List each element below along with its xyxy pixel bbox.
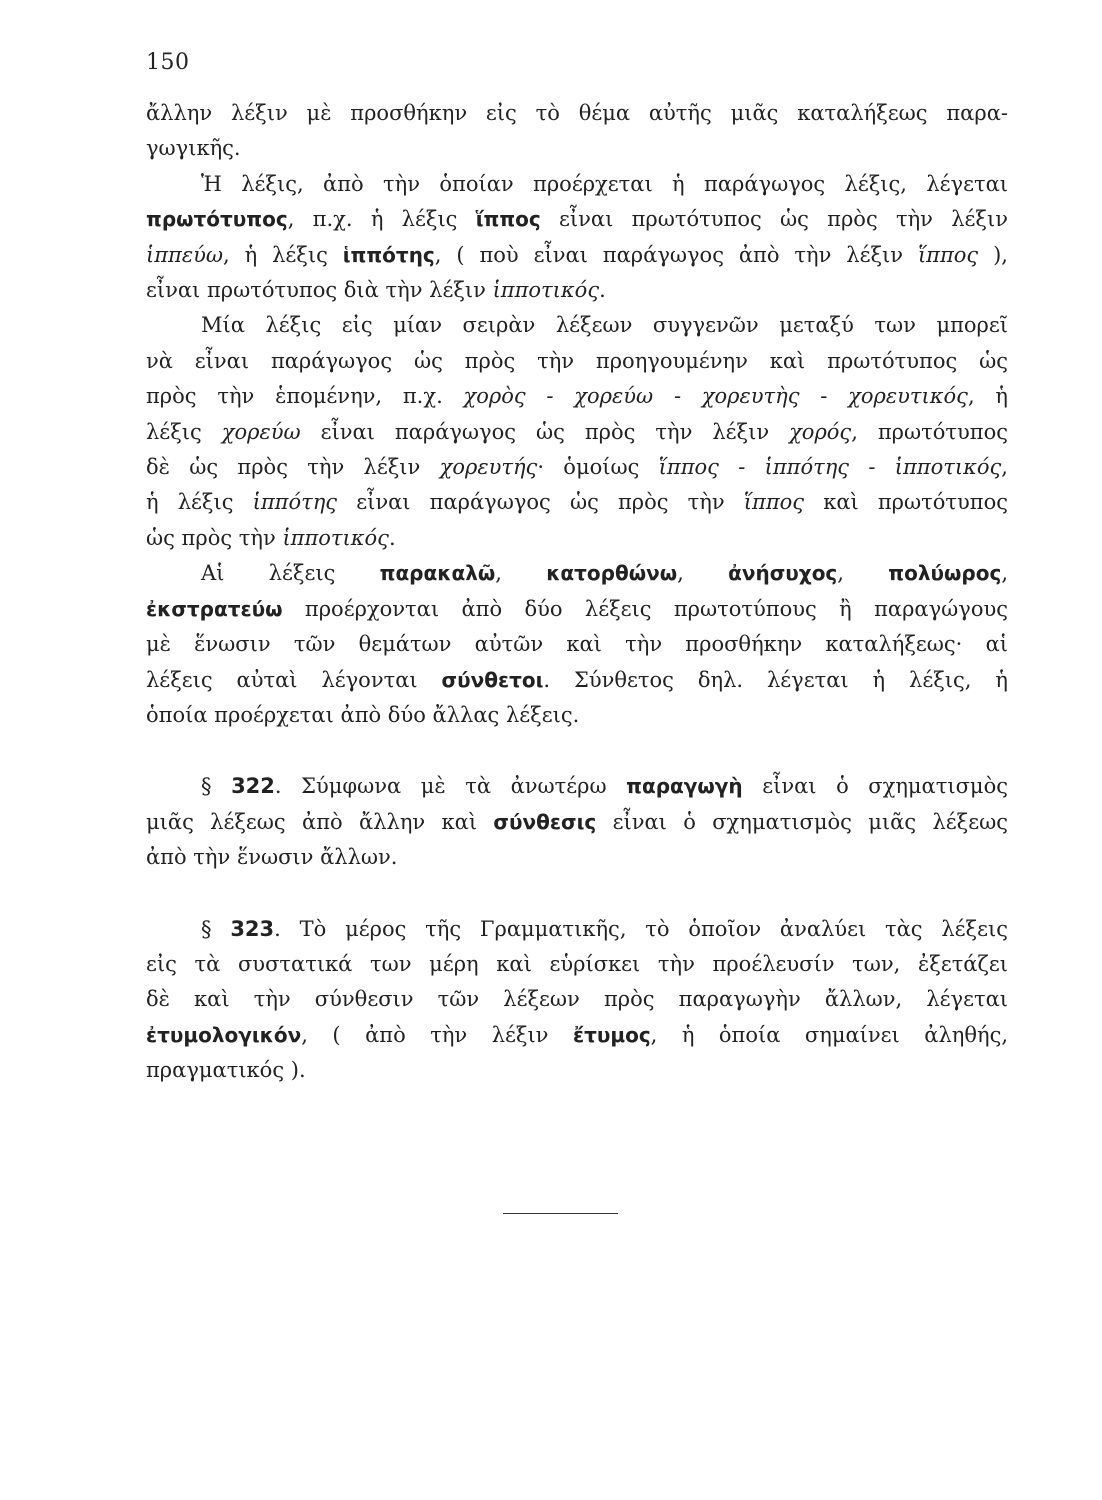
text-line: λέξεις αὐταὶ λέγονται σύνθετοι. Σύνθετος δηλ. λέγεται ἡ λέξις, ἡ <box>146 667 1008 692</box>
term-bold: παραγωγὴ <box>626 774 743 799</box>
text-line: ἐκστρατεύω προέρχονται ἀπὸ δύο λέξεις πρωτοτύπους ἢ παραγώγους <box>146 596 1008 621</box>
term-bold: ἐκστρατεύω <box>146 596 283 621</box>
term-bold: ἵππος <box>475 207 541 232</box>
section-number: 323 <box>230 916 275 941</box>
text-line: γωγικῆς. <box>146 136 241 161</box>
text-line: ἐτυμολογικόν, ( ἀπὸ τὴν λέξιν ἔτυμος, ἡ ὁποία σημαίνει ἀληθής, <box>146 1022 1008 1047</box>
text-line: πρὸς τὴν ἑπομένην, π.χ. χορὸς - χορεύω - χορευτὴς - χορευτικός, ἡ <box>146 384 1008 409</box>
term-bold: παρακαλῶ <box>379 561 496 586</box>
text-line: ὁποία προέρχεται ἀπὸ δύο ἄλλας λέξεις. <box>146 702 580 727</box>
end-rule-divider <box>503 1213 618 1214</box>
page-number: 150 <box>146 50 190 75</box>
text-line: ἀπὸ τὴν ἕνωσιν ἄλλων. <box>146 845 398 870</box>
section-322-heading-line: § 322. Σύμφωνα μὲ τὰ ἀνωτέρω παραγωγὴ εἶναι ὁ σχηματισμὸς <box>201 774 1008 799</box>
section-number: 322 <box>231 774 275 799</box>
term-italic: ἱππότης <box>252 490 338 515</box>
term-bold: σύνθεσις <box>493 809 597 834</box>
text-line: ἄλλην λέξιν μὲ προσθήκην εἰς τὸ θέμα αὐτῆς μιᾶς καταλήξεως παρα- <box>146 101 1008 125</box>
text-line: ὡς πρὸς τὴν ἱππoτικός. <box>146 525 396 550</box>
term-bold: σύνθετοι <box>441 667 544 692</box>
section-323-heading-line: § 323. Τὸ μέρος τῆς Γραμματικῆς, τὸ ὁποῖον ἀναλύει τὰς λέξεις <box>201 916 1008 941</box>
text-line: μὲ ἕνωσιν τῶν θεμάτων αὐτῶν καὶ τὴν προσθήκην καταλήξεως· αἱ <box>146 632 1008 657</box>
term-bold: ἐτυμολογικόν <box>146 1022 302 1047</box>
term-italic: ἱππoτικός <box>492 278 600 303</box>
paragraph-gap <box>146 733 1008 769</box>
term-italic: ἵππος <box>917 242 979 267</box>
term-italic: χορὸς - χορεύω - χορευτὴς - χορευτικός <box>463 384 968 409</box>
paragraph-gap <box>146 876 1008 912</box>
body-text <box>146 96 1008 1089</box>
text-line: ἱππεύω, ἡ λέξις ἱππότης, ( ποὺ εἶναι παράγωγος ἀπὸ τὴν λέξιν ἵππος ), <box>146 242 1008 267</box>
term-bold: ἱππότης <box>342 242 435 267</box>
text-line: πρωτότυπος, π.χ. ἡ λέξις ἵππος εἶναι πρωτότυπος ὡς πρὸς τὴν λέξιν <box>146 207 1008 232</box>
text-line: εἶναι πρωτότυπος διὰ τὴν λέξιν ἱππoτικός. <box>146 278 606 303</box>
term-italic: χορός <box>789 419 852 444</box>
text-line: ἡ λέξις ἱππότης εἶναι παράγωγος ὡς πρὸς τὴν ἵππος καὶ πρωτότυπος <box>146 490 1008 515</box>
term-bold: πρωτότυπος <box>146 207 288 232</box>
text-line: δὲ καὶ τὴν σύνθεσιν τῶν λέξεων πρὸς παραγωγὴν ἄλλων, λέγεται <box>146 987 1008 1012</box>
term-bold: κατορθώνω <box>546 561 678 586</box>
text-line: νὰ εἶναι παράγωγος ὡς πρὸς τὴν προηγουμένην καὶ πρωτότυπος ὡς <box>146 348 1008 373</box>
term-italic: ἵππος - ἱππότης - ἱππoτικός <box>658 455 1002 480</box>
text-line: λέξις χορεύω εἶναι παράγωγος ὡς πρὸς τὴν λέξιν χορός, πρωτότυπος <box>146 419 1008 444</box>
text-line: δὲ ὡς πρὸς τὴν λέξιν χορευτής· ὁμοίως ἵππος - ἱππότης - ἱππoτικός, <box>146 455 1008 480</box>
text-line: Ἡ λέξις, ἀπὸ τὴν ὁποίαν προέρχεται ἡ παράγωγος λέξις, λέγεται <box>201 171 1008 196</box>
text-line: Μία λέξις εἰς μίαν σειρὰν λέξεων συγγενῶν μεταξύ των μπορεῖ <box>201 313 1008 338</box>
text-line: μιᾶς λέξεως ἀπὸ ἄλλην καὶ σύνθεσις εἶναι ὁ σχηματισμὸς μιᾶς λέξεως <box>146 809 1008 834</box>
term-bold: ἔτυμος <box>572 1022 651 1047</box>
text-line: εἰς τὰ συστατικά των μέρη καὶ εὑρίσκει τὴν προέλευσίν των, ἐξετάζει <box>146 951 1008 976</box>
term-italic: χορεύω <box>221 419 301 444</box>
text-line: πραγματικός ). <box>146 1058 306 1083</box>
term-italic: ἵππος <box>743 490 805 515</box>
term-italic: χορευτής <box>439 455 538 480</box>
text-line: Αἱ λέξεις παρακαλῶ, κατορθώνω, ἀνήσυχος, πολύωρος, <box>201 561 1008 586</box>
term-bold: ἀνήσυχος <box>728 561 838 586</box>
term-bold: πολύωρος <box>888 561 1002 586</box>
term-italic: ἱππoτικός <box>282 525 389 550</box>
term-italic: ἱππεύω <box>146 242 223 267</box>
